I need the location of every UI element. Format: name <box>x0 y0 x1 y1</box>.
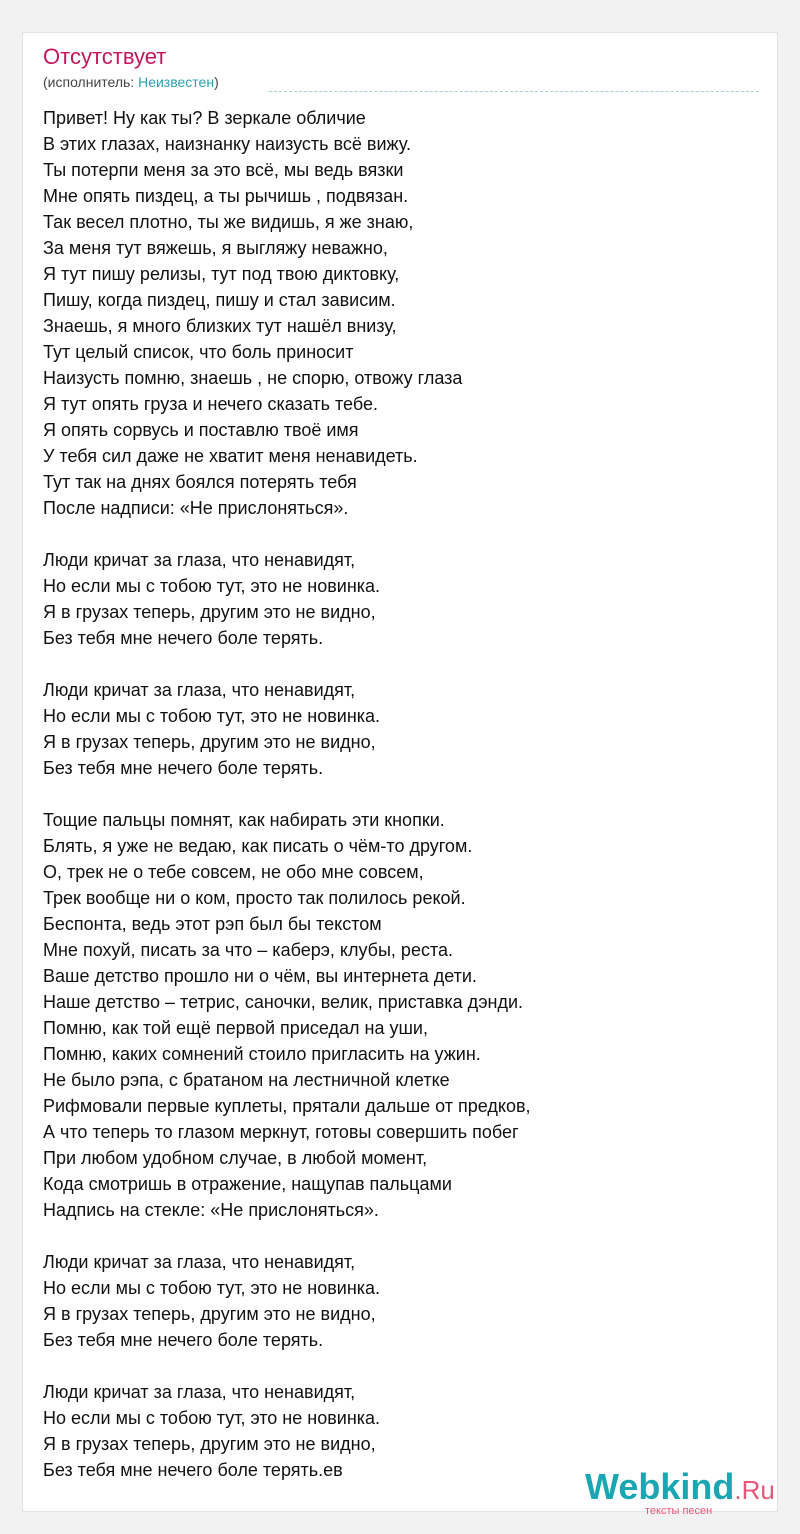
stanza-gap <box>43 1223 763 1249</box>
lyric-line: За меня тут вяжешь, я выгляжу неважно, <box>43 238 388 258</box>
logo-tld-text: .Ru <box>734 1475 775 1505</box>
lyric-line: Без тебя мне нечего боле терять. <box>43 1330 324 1350</box>
artist-link[interactable]: Неизвестен <box>138 74 215 90</box>
lyric-line: Тут целый список, что боль приносит <box>43 342 354 362</box>
lyric-line: Люди кричат за глаза, что ненавидят, <box>43 680 356 700</box>
lyric-line: Без тебя мне нечего боле терять. <box>43 758 324 778</box>
lyric-line: Надпись на стекле: «Не прислоняться». <box>43 1200 379 1220</box>
artist-prefix: (исполнитель: <box>43 74 139 90</box>
lyric-line: Ты потерпи меня за это всё, мы ведь вязки <box>43 160 404 180</box>
lyrics-text <box>43 105 763 1483</box>
lyric-line: Без тебя мне нечего боле терять. <box>43 628 324 648</box>
lyric-line: Но если мы с тобою тут, это не новинка. <box>43 706 381 726</box>
lyric-line: Наше детство – тетрис, саночки, велик, приставка дэнди. <box>43 992 523 1012</box>
lyric-line: Не было рэпа, с братаном на лестничной клетке <box>43 1070 450 1090</box>
lyric-line: Так весел плотно, ты же видишь, я же знаю, <box>43 212 414 232</box>
lyric-line: Беспонта, ведь этот рэп был бы текстом <box>43 914 382 934</box>
lyric-line: Я тут опять груза и нечего сказать тебе. <box>43 394 378 414</box>
song-title: Отсутствует <box>43 44 167 69</box>
lyric-line: У тебя сил даже не хватит меня ненавидеть. <box>43 446 418 466</box>
lyric-line: При любом удобном случае, в любой момент, <box>43 1148 428 1168</box>
lyric-line: Мне похуй, писать за что – каберэ, клубы, реста. <box>43 940 454 960</box>
stanza-gap <box>43 781 763 807</box>
lyric-line: Помню, каких сомнений стоило пригласить на ужин. <box>43 1044 481 1064</box>
lyric-line: Я в грузах теперь, другим это не видно, <box>43 1434 376 1454</box>
lyric-line: Мне опять пиздец, а ты рычишь , подвязан. <box>43 186 409 206</box>
lyric-line: О, трек не о тебе совсем, не обо мне совсем, <box>43 862 424 882</box>
lyric-line: А что теперь то глазом меркнут, готовы совершить побег <box>43 1122 519 1142</box>
stanza-gap <box>43 1353 763 1379</box>
lyric-line: После надписи: «Не прислоняться». <box>43 498 349 518</box>
lyric-line: Тут так на днях боялся потерять тебя <box>43 472 357 492</box>
lyric-line: Но если мы с тобою тут, это не новинка. <box>43 1408 381 1428</box>
header-divider <box>269 91 759 92</box>
lyric-line: Люди кричат за глаза, что ненавидят, <box>43 1252 356 1272</box>
lyric-line: Люди кричат за глаза, что ненавидят, <box>43 550 356 570</box>
artist-line <box>43 73 219 91</box>
lyric-line: Рифмовали первые куплеты, прятали дальше от предков, <box>43 1096 531 1116</box>
lyric-line: Трек вообще ни о ком, просто так полилось рекой. <box>43 888 466 908</box>
lyric-line: Пишу, когда пиздец, пишу и стал зависим. <box>43 290 396 310</box>
lyric-line: Помню, как той ещё первой приседал на уши, <box>43 1018 428 1038</box>
stanza-gap <box>43 651 763 677</box>
lyric-line: Но если мы с тобою тут, это не новинка. <box>43 576 381 596</box>
lyric-line: Люди кричат за глаза, что ненавидят, <box>43 1382 356 1402</box>
lyric-line: Я в грузах теперь, другим это не видно, <box>43 732 376 752</box>
lyric-line: Я опять сорвусь и поставлю твоё имя <box>43 420 359 440</box>
lyric-line: Блять, я уже не ведаю, как писать о чём-то другом. <box>43 836 473 856</box>
logo-tagline: тексты песен <box>645 1505 713 1517</box>
lyric-line: Наизусть помню, знаешь , не спорю, отвожу глаза <box>43 368 463 388</box>
logo-main-text: Webkind <box>585 1466 735 1507</box>
artist-suffix: ) <box>214 74 219 90</box>
lyric-line: Я в грузах теперь, другим это не видно, <box>43 602 376 622</box>
lyric-line: Кода смотришь в отражение, нащупав пальцами <box>43 1174 452 1194</box>
lyric-line: Я в грузах теперь, другим это не видно, <box>43 1304 376 1324</box>
lyric-line: Знаешь, я много близких тут нашёл внизу, <box>43 316 397 336</box>
lyrics-card <box>22 32 778 1517</box>
lyric-line: Без тебя мне нечего боле терять.ев <box>43 1460 343 1480</box>
lyric-line: Тощие пальцы помнят, как набирать эти кнопки. <box>43 810 445 830</box>
lyric-line: Ваше детство прошло ни о чём, вы интернета дети. <box>43 966 477 986</box>
lyric-line: Привет! Ну как ты? В зеркале обличие <box>43 108 366 128</box>
webkind-logo[interactable] <box>585 1466 775 1517</box>
lyric-line: В этих глазах, наизнанку наизусть всё вижу. <box>43 134 411 154</box>
lyric-line: Но если мы с тобою тут, это не новинка. <box>43 1278 381 1298</box>
stanza-gap <box>43 521 763 547</box>
lyric-line: Я тут пишу релизы, тут под твою диктовку, <box>43 264 400 284</box>
logo-wordmark <box>585 1467 775 1510</box>
